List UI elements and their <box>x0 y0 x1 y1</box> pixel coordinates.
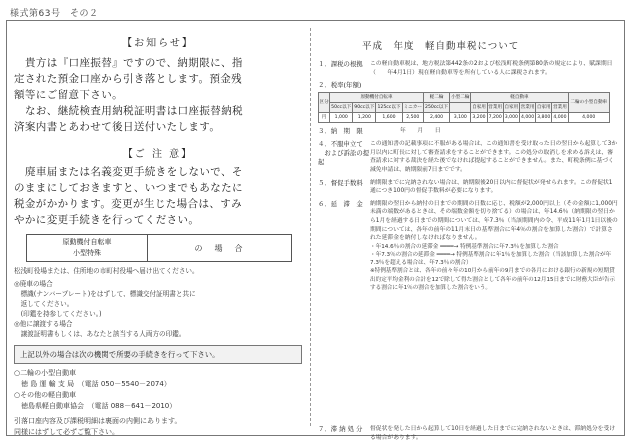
rate-value-cell: 4,000 <box>568 113 609 123</box>
rate-sub-cell: 営業用 <box>487 103 503 113</box>
procedure-line: 返してください。 <box>14 300 74 308</box>
rate-value-cell: 3,000 <box>503 113 519 123</box>
rate-value-cell: 1,600 <box>376 113 402 123</box>
tax-info-title: 平成 年度 軽自動車税について <box>362 41 520 52</box>
footer-line: 同様にはずして必ずご覧下さい。 <box>14 428 119 436</box>
rate-sub-cell: 250cc以下 <box>423 103 449 113</box>
rate-sub-cell <box>450 103 471 113</box>
procedure-line: (印鑑を持参してください。) <box>14 310 102 318</box>
rate-sub-cell: 自家用 <box>471 103 487 113</box>
vehicle-type-case: の 場 合 <box>194 243 245 253</box>
rate-value-cell: 2,400 <box>423 113 449 123</box>
section-delinquency: ７．滞 納 処 分 督促状を発した日から起算して10日を経過した日までに完納されないときは、滞納処分を受ける場合があります。 <box>318 425 616 441</box>
vehicle-type-labels: 原動機付自転車 小型特殊 <box>27 235 148 261</box>
rate-sub-cell: 自家用 <box>503 103 519 113</box>
rate-value-cell: 3,200 <box>471 113 487 123</box>
procedure-line: ◎廃車の場合 <box>14 280 53 288</box>
procedure-line: ◎他に譲渡する場合 <box>14 320 73 328</box>
office-line: 徳島県軽自動車協会 （電話 088－641－2010） <box>14 402 177 410</box>
section-due-date: ３．納 期 限 年 月 日 <box>318 127 441 136</box>
rate-unit-cell: 円 <box>319 113 330 123</box>
left-panel <box>14 30 302 438</box>
section-appeal: ４．不服申立て および訴訟の提起 この通知書の記載事項に不服がある場合は、この通知書を受け取った日の翌日から起算して3か月以内に町長に対して審査請求をすることができます。この処分の取消しを求める訴えは、審査請求に対する裁決を経た後でなければ提起することができません。また、町税条例に基づく減免申請は、納期限前7日までです。 <box>318 140 618 173</box>
rate-sub-cell: 125cc以下 <box>376 103 402 113</box>
late-fee-formula: ・年14.6％の割合の延滞金 ━━━━→ 特例基準割合に年7.3％を加算した割合 <box>370 243 559 250</box>
section-reminder-fee: ５．督促手数料 納期限までに完納されない場合は、納期限後20日以内に督促状が発せられます。この督促状1通につき100円の督促手数料が必要になります。 <box>318 178 613 195</box>
rate-sub-cell: 営業用 <box>552 103 568 113</box>
rate-value-cell: 4,000 <box>552 113 568 123</box>
rate-sub-cell: 90cc以下 <box>353 103 376 113</box>
rate-header-cell: 区分 <box>319 93 330 113</box>
right-panel <box>318 30 618 441</box>
section-late-fee: ６．延 滞 金 納期限の翌日から納付の日までの期間の日数に応じ、税額が2,000円以上（その金額に1,000円未満の端数があるときは、その端数金額を切り捨てる）の場合は、年14.6％（納期限の翌日から1月を経過する日までの期間については、年7.3％（当該期間内の令、平成11年1月1日以後の期間については、各年の前年の11月末日の基準割合に年4％の割合を加算した割合）で計算された延滞金を納付しなければなりません。 <box>318 199 618 242</box>
rate-header-cell: 軽二輪 <box>423 93 449 103</box>
rate-sub-cell: 自家用 <box>536 103 552 113</box>
procedure-line: 標識(ナンバープレート)をはずして、標識交付証明書と共に <box>14 290 196 298</box>
notice-line: 額等にご留意下さい。 <box>14 89 123 101</box>
fold-divider <box>310 28 311 426</box>
procedure-line: 譲渡証明書もしくは、あなたと該当する人両方の印鑑。 <box>14 330 186 338</box>
rate-sub-cell: 営業用 <box>519 103 535 113</box>
other-cases-box: 上記以外の場合は次の機関で所要の手続きを行って下さい。 <box>14 345 302 364</box>
caution-line: 廃車届または名義変更手続きをしないで、そ <box>25 166 243 178</box>
rate-sub-cell: ミニカー <box>402 103 423 113</box>
tax-rate-table <box>318 92 610 123</box>
rate-value-cell: 1,000 <box>330 113 353 123</box>
office-line: ○二輪の小型自動車 <box>14 369 77 377</box>
rate-header-cell: 二輪の小型自動車 <box>568 93 609 113</box>
notice-title: 【お知らせ】 <box>122 38 194 49</box>
caution-line: やかに変更手続きを行ってください。 <box>14 214 200 226</box>
rate-header-cell: 原動機付自転車 <box>330 93 424 103</box>
late-fee-note: ※特例基準割合とは、各年の前々年の10月から前年の9月までの各月における銀行の新規の短期貸出約定平均金利の合計を12で除して得た割合として各年の前年の12月15日までに財務大臣が告示する割合に年1％の割合を加算した割合をいう。 <box>370 268 616 291</box>
section-basis: １．課税の根拠 この軽自動車税は、地方税法第442条の2および松浅町税条例第80条の規定により、賦課期日（ 年4月1日）現在軽自動車等を所有している人に課税されます。 <box>318 60 613 76</box>
rate-value-cell: 7,200 <box>487 113 503 123</box>
rate-value-cell: 3,800 <box>536 113 552 123</box>
rate-value-cell: 2,500 <box>402 113 423 123</box>
notice-line: 貴方は『口座振替』ですので、納期限に、指 <box>25 57 243 69</box>
late-fee-formula: ・年7.3％の割合の延滞金 ━━━━→ 特例基準割合に年1％を加算した割合（当該加算した割合が年7.3％を超える場合は、年7.3％の割合） <box>370 251 612 267</box>
rate-value-cell: 3,100 <box>450 113 471 123</box>
rate-value-cell: 4,000 <box>519 113 535 123</box>
vehicle-type-box <box>26 234 292 262</box>
rate-header-cell: 軽自動車 <box>471 93 568 103</box>
office-line: 徳 島 運 輸 支 局 （電話 050－5540－2074） <box>14 380 171 388</box>
form-number: 様式第63号 その２ <box>10 9 99 19</box>
office-line: ○その他の軽自動車 <box>14 391 77 399</box>
caution-title: 【ご 注 意】 <box>122 149 194 160</box>
section-rate: ２．税率(年額) <box>318 81 362 90</box>
notice-line: なお、継続検査用納税証明書は口座振替納税 <box>25 105 243 117</box>
notice-line: 済案内書とあわせて後日送付いたします。 <box>14 121 221 133</box>
caution-line: 税金がかかります。変更が生じた場合は、すみ <box>14 198 243 210</box>
rate-header-cell: 小型二輪 <box>450 93 471 103</box>
rate-sub-cell: 50cc以下 <box>330 103 353 113</box>
caution-line: のままにしておきますと、いつまでもあなたに <box>14 182 243 194</box>
rate-value-cell: 1,200 <box>353 113 376 123</box>
office-instruction: 松浅町役場または、住所地の市町村役場へ届け出てください。 <box>14 267 199 275</box>
footer-line: 引落口座内容及び課税明細は裏面の内側にあります。 <box>14 417 182 425</box>
notice-line: 定された預金口座から引き落とします。預金残 <box>14 73 243 85</box>
